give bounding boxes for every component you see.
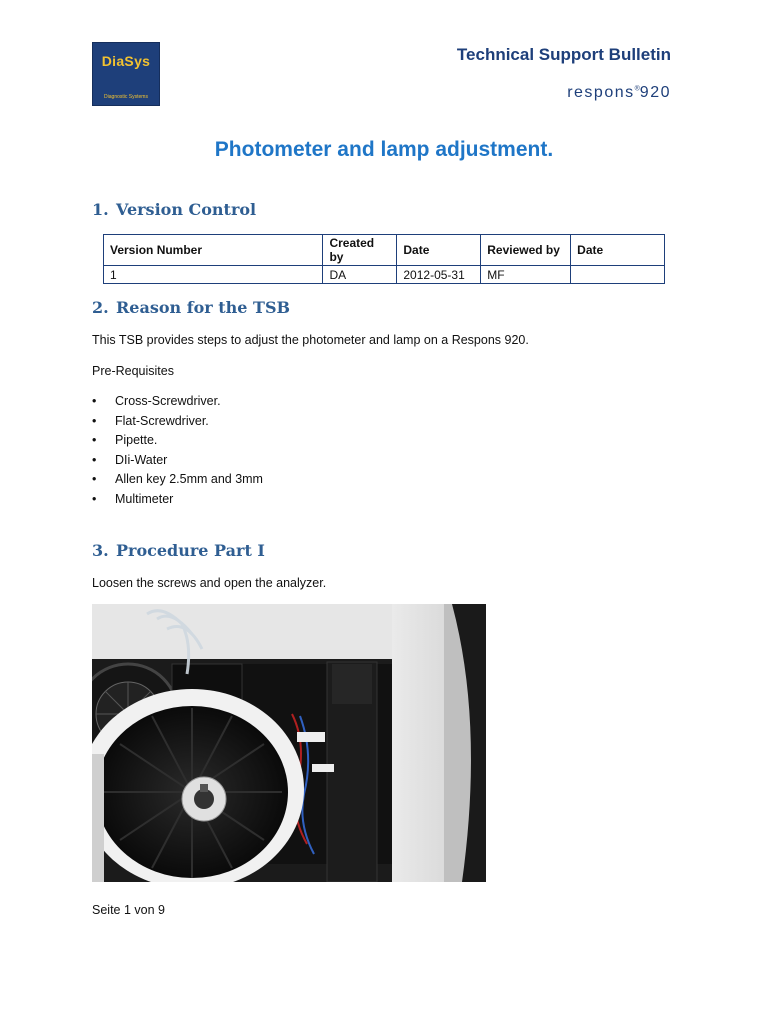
section-heading-version-control [92,200,256,219]
logo-subtitle: Diagnostic Systems [104,94,148,100]
table-cell [571,266,665,284]
procedure-paragraph: Loosen the screws and open the analyzer. [92,576,327,590]
table-header-row [104,235,665,266]
list-item [92,433,263,453]
table-cell: 2012-05-31 [397,266,481,284]
product-name: respons [567,84,635,101]
table-cell: MF [481,266,571,284]
table-header-cell: Version Number [104,235,323,266]
reason-paragraph: This TSB provides steps to adjust the photometer and lamp on a Respons 920. [92,333,529,347]
table-header-cell: Date [397,235,481,266]
list-item [92,414,263,434]
section-number: 3. [92,541,109,560]
product-registered-mark: ® [634,85,640,93]
version-control-table [103,234,665,284]
analyzer-photo [92,604,486,882]
prerequisites-heading: Pre-Requisites [92,364,174,378]
logo-brand-text: DiaSys [101,53,151,69]
list-item-text: Cross-Screwdriver. [115,394,221,408]
table-header-cell: Date [571,235,665,266]
document-title: Photometer and lamp adjustment. [214,138,554,161]
section-heading-reason [92,298,290,317]
section-title: Reason for the TSB [116,298,291,317]
prerequisites-list [92,394,263,512]
bullet-icon: • [92,452,97,467]
section-title: Version Control [116,200,257,219]
list-item-text: Flat-Screwdriver. [115,413,209,428]
table-row [104,266,665,284]
bullet-icon: • [92,433,97,448]
list-item [92,394,263,414]
list-item-text: Multimeter [115,491,174,506]
table-header-cell: Created by [323,235,397,266]
list-item [92,453,263,473]
list-item [92,472,263,492]
table-header-cell: Reviewed by [481,235,571,266]
section-number: 1. [92,200,109,219]
section-number: 2. [92,298,109,317]
section-title: Procedure Part I [116,541,265,560]
product-logo [567,84,671,102]
bullet-icon: • [92,413,97,428]
diasys-logo [92,42,160,106]
table-cell: 1 [104,266,323,284]
bullet-icon: • [92,394,97,408]
bulletin-title: Technical Support Bulletin [456,45,671,64]
product-model: 920 [639,84,671,101]
bullet-icon: • [92,472,97,487]
page-footer: Seite 1 von 9 [92,903,165,917]
table-cell: DA [323,266,397,284]
list-item [92,492,263,512]
list-item-text: Allen key 2.5mm and 3mm [115,472,263,487]
section-heading-procedure [92,541,265,560]
list-item-text: DIi-Water [115,452,168,467]
bullet-icon: • [92,491,97,506]
list-item-text: Pipette. [115,433,158,448]
